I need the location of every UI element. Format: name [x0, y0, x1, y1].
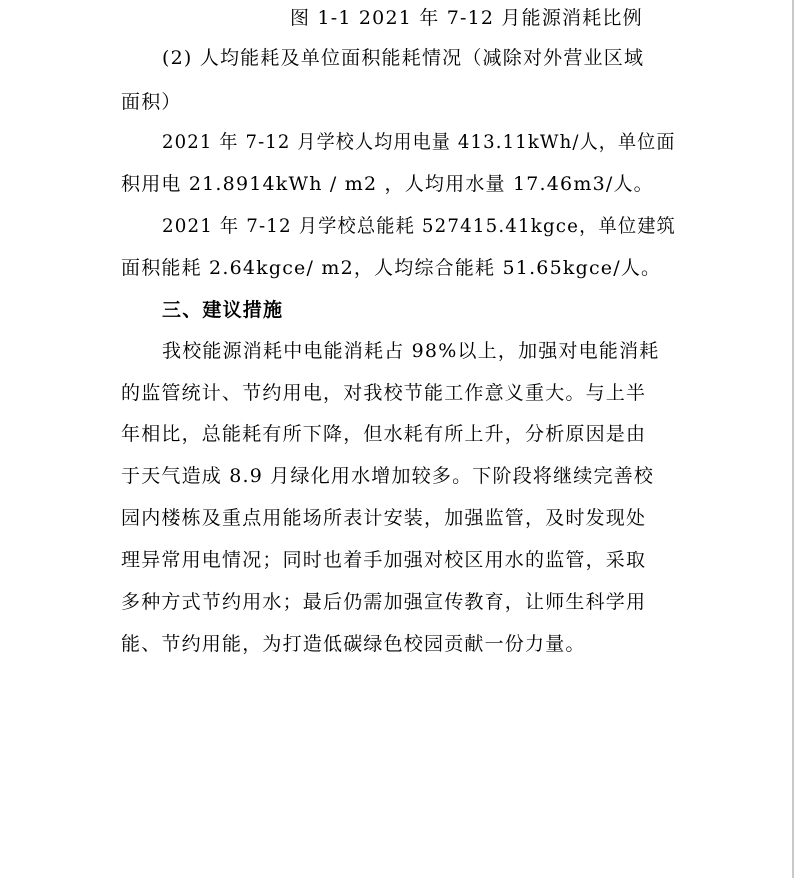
section2-para2-line2: 面积能耗 2.64kgce/ m2，人均综合能耗 51.65kgce/人。	[121, 257, 662, 279]
section3-line: 理异常用电情况；同时也着手加强对校区用水的监管，采取	[121, 549, 647, 571]
section3-line: 园内楼栋及重点用能场所表计安装，加强监管，及时发现处	[121, 507, 647, 529]
section3-line: 于天气造成 8.9 月绿化用水增加较多。下阶段将继续完善校	[121, 465, 655, 487]
section3-heading: 三、建议措施	[162, 299, 284, 321]
section3-line: 年相比，总能耗有所下降，但水耗有所上升，分析原因是由	[121, 423, 647, 445]
section3-line: 能、节约用能，为打造低碳绿色校园贡献一份力量。	[121, 633, 586, 655]
section2-para2-line1: 2021 年 7-12 月学校总能耗 527415.41kgce，单位建筑	[162, 215, 676, 237]
section2-heading-line1: (2) 人均能耗及单位面积能耗情况（减除对外营业区域	[162, 47, 645, 69]
section3-line: 我校能源消耗中电能消耗占 98%以上，加强对电能消耗	[162, 340, 660, 362]
section2-para1-line1: 2021 年 7-12 月学校人均用电量 413.11kWh/人，单位面	[162, 131, 676, 153]
section2-para1-line2: 积用电 21.8914kWh / m2 ，人均用水量 17.46m3/人。	[121, 173, 654, 195]
section3-line: 的监管统计、节约用电，对我校节能工作意义重大。与上半	[121, 382, 647, 404]
section2-heading-line2: 面积）	[121, 91, 182, 113]
figure-caption: 图 1-1 2021 年 7-12 月能源消耗比例	[290, 7, 643, 29]
section3-line: 多种方式节约用水；最后仍需加强宣传教育，让师生科学用	[121, 591, 647, 613]
